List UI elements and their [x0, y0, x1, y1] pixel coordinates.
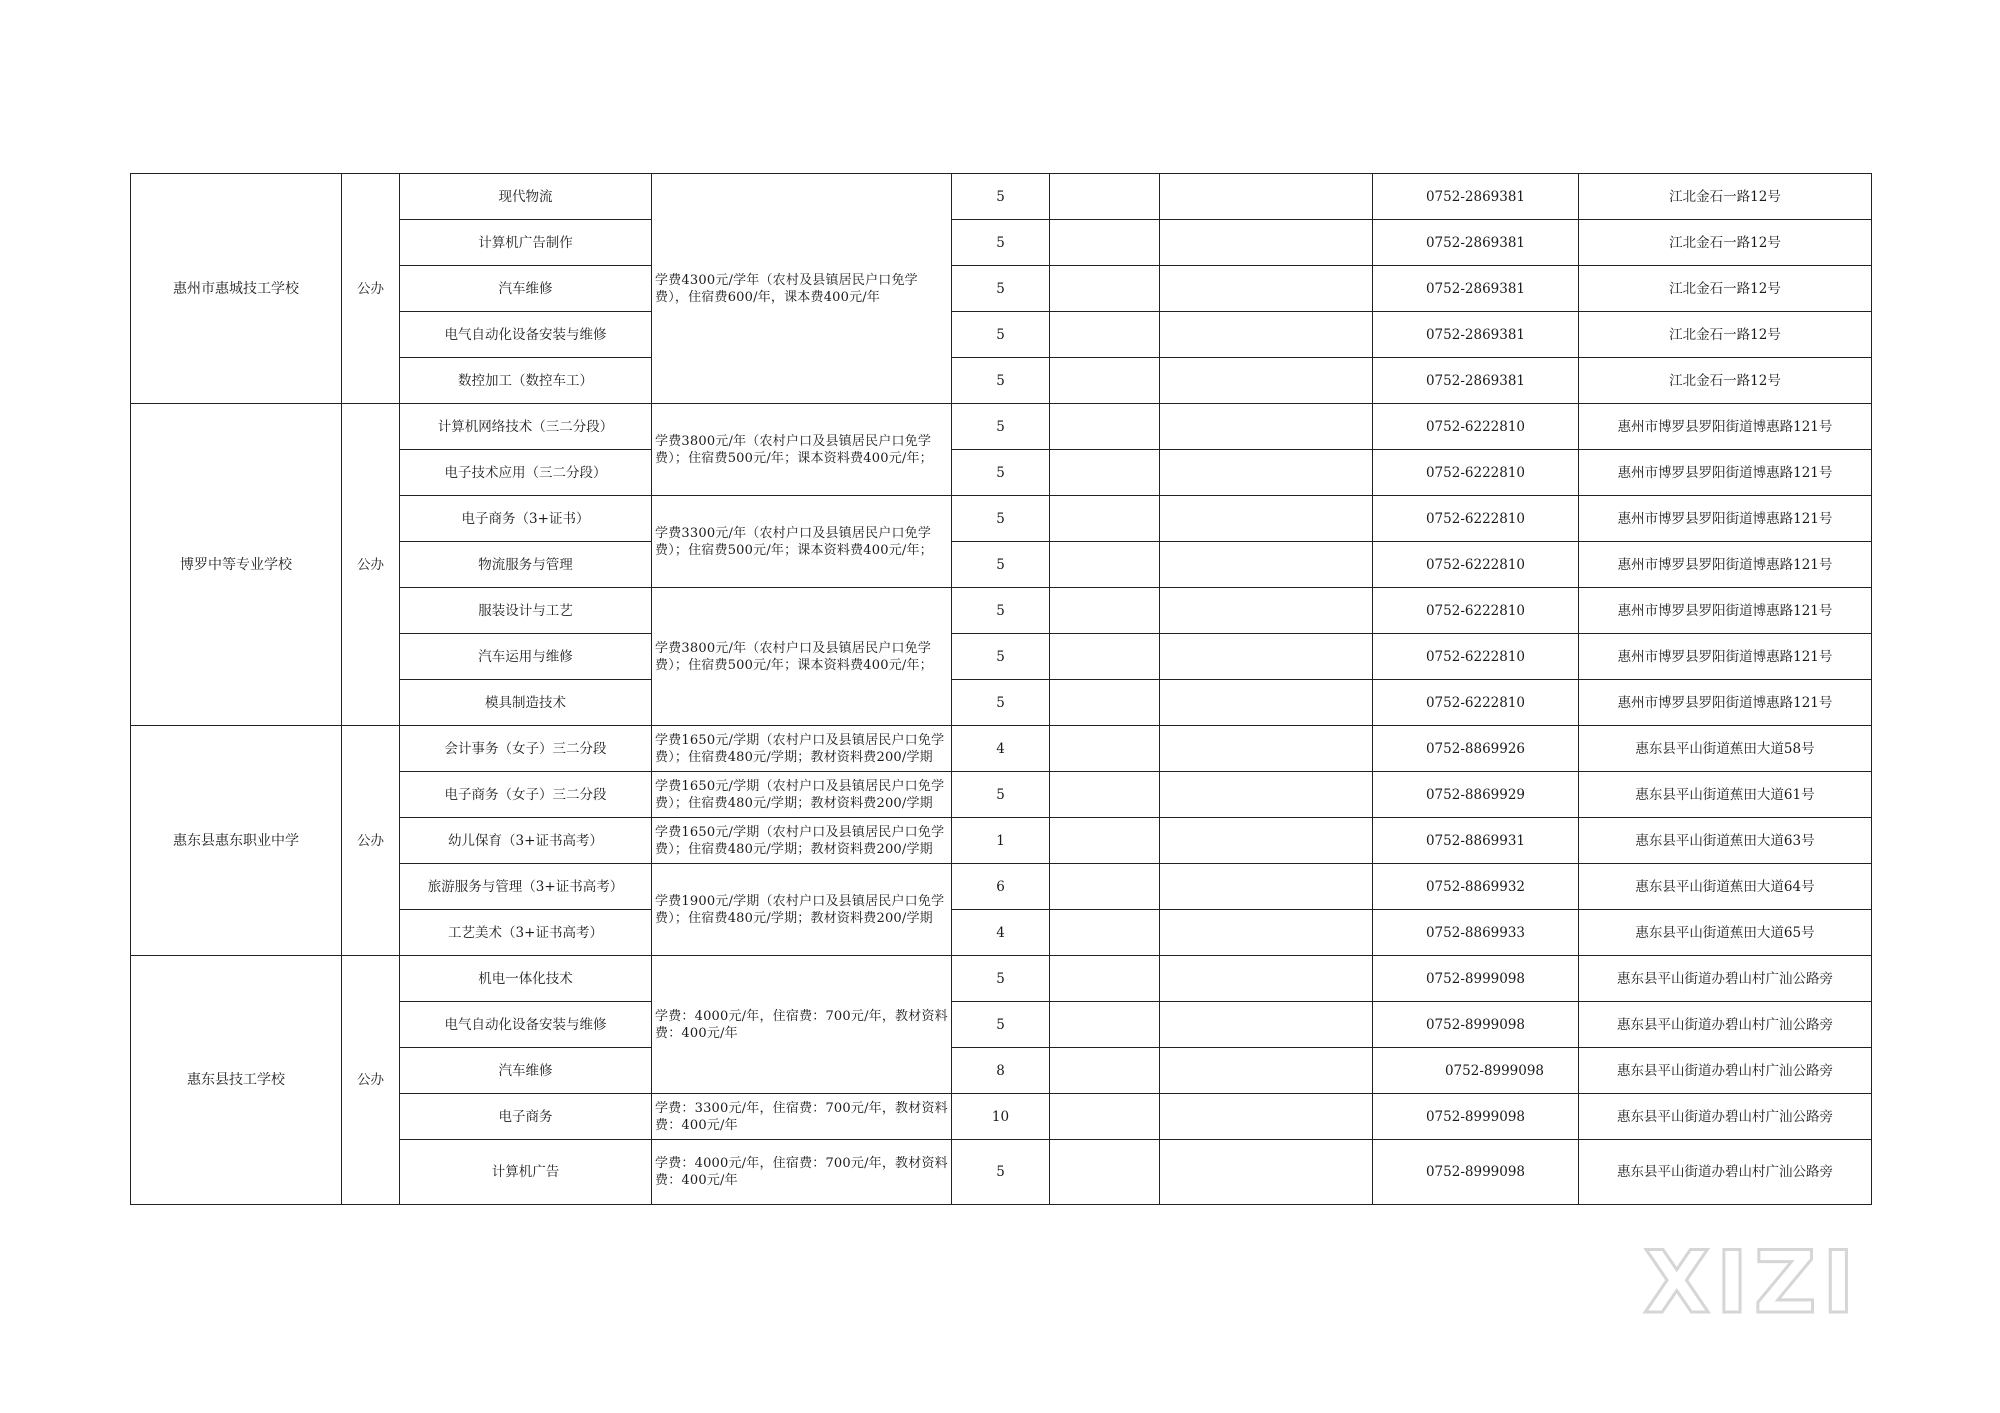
empty-cell — [1160, 956, 1373, 1002]
address-cell: 惠东县平山街道办碧山村广汕公路旁 — [1579, 1094, 1872, 1140]
school-type-cell: 公办 — [342, 956, 400, 1205]
empty-cell — [1160, 818, 1373, 864]
empty-cell — [1050, 818, 1160, 864]
fee-text: 学费：3300元/年，住宿费：700元/年，教材资料费：400元/年 — [655, 1100, 948, 1133]
address-cell: 江北金石一路12号 — [1579, 174, 1872, 220]
phone-cell: 0752-8999098 — [1373, 1048, 1579, 1094]
empty-cell — [1050, 680, 1160, 726]
phone-cell: 0752-8999098 — [1373, 1094, 1579, 1140]
fee-text: 学费3800元/年（农村户口及县镇居民户口免学费）；住宿费500元/年；课本资料费400元/年； — [655, 640, 933, 673]
empty-cell — [1050, 588, 1160, 634]
empty-cell — [1160, 450, 1373, 496]
empty-cell — [1050, 1002, 1160, 1048]
school-type-cell: 公办 — [342, 404, 400, 726]
empty-cell — [1050, 496, 1160, 542]
major-cell: 数控加工（数控车工） — [400, 358, 652, 404]
empty-cell — [1050, 1094, 1160, 1140]
phone-cell: 0752-2869381 — [1373, 266, 1579, 312]
xizi-watermark-logo — [1628, 1238, 1876, 1324]
school-name-cell: 博罗中等专业学校 — [131, 404, 342, 726]
empty-cell — [1160, 174, 1373, 220]
address-cell: 惠州市博罗县罗阳街道博惠路121号 — [1579, 680, 1872, 726]
major-cell: 汽车运用与维修 — [400, 634, 652, 680]
quota-cell: 5 — [952, 956, 1050, 1002]
major-cell: 电气自动化设备安装与维修 — [400, 312, 652, 358]
major-cell: 电子商务 — [400, 1094, 652, 1140]
empty-cell — [1160, 312, 1373, 358]
major-cell: 物流服务与管理 — [400, 542, 652, 588]
address-cell: 惠州市博罗县罗阳街道博惠路121号 — [1579, 588, 1872, 634]
address-cell: 惠州市博罗县罗阳街道博惠路121号 — [1579, 542, 1872, 588]
quota-cell: 5 — [952, 680, 1050, 726]
quota-cell: 4 — [952, 726, 1050, 772]
major-cell: 电子商务（女子）三二分段 — [400, 772, 652, 818]
phone-cell: 0752-6222810 — [1373, 404, 1579, 450]
fee-cell — [652, 174, 952, 404]
phone-cell: 0752-2869381 — [1373, 174, 1579, 220]
quota-cell: 5 — [952, 634, 1050, 680]
school-name-cell: 惠东县技工学校 — [131, 956, 342, 1205]
quota-cell: 5 — [952, 358, 1050, 404]
quota-cell: 5 — [952, 220, 1050, 266]
empty-cell — [1050, 358, 1160, 404]
empty-cell — [1160, 1048, 1373, 1094]
empty-cell — [1050, 450, 1160, 496]
address-cell: 惠东县平山街道蕉田大道63号 — [1579, 818, 1872, 864]
empty-cell — [1160, 358, 1373, 404]
empty-cell — [1050, 174, 1160, 220]
fee-text: 学费1650元/学期（农村户口及县镇居民户口免学费）；住宿费480元/学期；教材资料费200/学期 — [655, 732, 945, 765]
fee-cell — [652, 818, 952, 864]
major-cell: 电子商务（3+证书） — [400, 496, 652, 542]
fee-text: 学费3800元/年（农村户口及县镇居民户口免学费）；住宿费500元/年；课本资料费400元/年； — [655, 433, 933, 466]
empty-cell — [1160, 496, 1373, 542]
major-cell: 计算机广告制作 — [400, 220, 652, 266]
phone-cell: 0752-8869926 — [1373, 726, 1579, 772]
empty-cell — [1050, 312, 1160, 358]
empty-cell — [1160, 864, 1373, 910]
empty-cell — [1050, 542, 1160, 588]
quota-cell: 10 — [952, 1094, 1050, 1140]
major-cell: 现代物流 — [400, 174, 652, 220]
address-cell: 江北金石一路12号 — [1579, 266, 1872, 312]
quota-cell: 4 — [952, 910, 1050, 956]
empty-cell — [1050, 1048, 1160, 1094]
major-cell: 模具制造技术 — [400, 680, 652, 726]
quota-cell: 5 — [952, 312, 1050, 358]
empty-cell — [1050, 864, 1160, 910]
phone-cell: 0752-8869933 — [1373, 910, 1579, 956]
major-cell: 机电一体化技术 — [400, 956, 652, 1002]
phone-cell: 0752-2869381 — [1373, 220, 1579, 266]
address-cell: 惠东县平山街道办碧山村广汕公路旁 — [1579, 1140, 1872, 1205]
quota-cell: 5 — [952, 542, 1050, 588]
quota-cell: 5 — [952, 174, 1050, 220]
phone-cell: 0752-8999098 — [1373, 1140, 1579, 1205]
empty-cell — [1160, 910, 1373, 956]
phone-cell: 0752-8999098 — [1373, 956, 1579, 1002]
major-cell: 汽车维修 — [400, 266, 652, 312]
quota-cell: 5 — [952, 450, 1050, 496]
empty-cell — [1160, 1002, 1373, 1048]
phone-cell: 0752-6222810 — [1373, 588, 1579, 634]
fee-text: 学费：4000元/年，住宿费：700元/年，教材资料费：400元/年 — [655, 1008, 948, 1041]
empty-cell — [1050, 910, 1160, 956]
address-cell: 惠东县平山街道办碧山村广汕公路旁 — [1579, 1048, 1872, 1094]
address-cell: 江北金石一路12号 — [1579, 312, 1872, 358]
phone-cell: 0752-6222810 — [1373, 634, 1579, 680]
quota-cell: 5 — [952, 404, 1050, 450]
empty-cell — [1050, 956, 1160, 1002]
school-name-cell: 惠东县惠东职业中学 — [131, 726, 342, 956]
phone-cell: 0752-8869931 — [1373, 818, 1579, 864]
phone-cell: 0752-6222810 — [1373, 542, 1579, 588]
empty-cell — [1160, 588, 1373, 634]
fee-cell — [652, 404, 952, 496]
major-cell: 计算机广告 — [400, 1140, 652, 1205]
fee-text: 学费3300元/年（农村户口及县镇居民户口免学费）；住宿费500元/年；课本资料费400元/年； — [655, 525, 933, 558]
address-cell: 惠州市博罗县罗阳街道博惠路121号 — [1579, 404, 1872, 450]
table-row — [131, 956, 1872, 1002]
major-cell: 工艺美术（3+证书高考） — [400, 910, 652, 956]
phone-cell: 0752-8999098 — [1373, 1002, 1579, 1048]
empty-cell — [1160, 404, 1373, 450]
major-cell: 旅游服务与管理（3+证书高考） — [400, 864, 652, 910]
address-cell: 惠东县平山街道蕉田大道58号 — [1579, 726, 1872, 772]
fee-text: 学费：4000元/年，住宿费：700元/年，教材资料费：400元/年 — [655, 1156, 948, 1188]
empty-cell — [1160, 1140, 1373, 1205]
major-cell: 汽车维修 — [400, 1048, 652, 1094]
table-row — [131, 404, 1872, 450]
empty-cell — [1160, 220, 1373, 266]
address-cell: 惠州市博罗县罗阳街道博惠路121号 — [1579, 496, 1872, 542]
phone-cell: 0752-6222810 — [1373, 680, 1579, 726]
fee-cell — [652, 772, 952, 818]
major-cell: 服装设计与工艺 — [400, 588, 652, 634]
school-enrollment-table — [130, 173, 1872, 1205]
empty-cell — [1160, 680, 1373, 726]
empty-cell — [1160, 634, 1373, 680]
address-cell: 惠东县平山街道办碧山村广汕公路旁 — [1579, 956, 1872, 1002]
quota-cell: 5 — [952, 1002, 1050, 1048]
phone-cell: 0752-8869929 — [1373, 772, 1579, 818]
empty-cell — [1050, 404, 1160, 450]
quota-cell: 1 — [952, 818, 1050, 864]
fee-cell — [652, 956, 952, 1094]
major-cell: 幼儿保育（3+证书高考） — [400, 818, 652, 864]
fee-cell — [652, 1094, 952, 1140]
address-cell: 惠东县平山街道蕉田大道65号 — [1579, 910, 1872, 956]
fee-text: 学费1650元/学期（农村户口及县镇居民户口免学费）；住宿费480元/学期；教材资料费200/学期 — [655, 778, 945, 811]
empty-cell — [1050, 726, 1160, 772]
address-cell: 江北金石一路12号 — [1579, 220, 1872, 266]
quota-cell: 5 — [952, 266, 1050, 312]
fee-cell — [652, 726, 952, 772]
phone-cell: 0752-2869381 — [1373, 358, 1579, 404]
empty-cell — [1050, 1140, 1160, 1205]
school-name-cell: 惠州市惠城技工学校 — [131, 174, 342, 404]
address-cell: 惠东县平山街道蕉田大道64号 — [1579, 864, 1872, 910]
fee-cell — [652, 864, 952, 956]
empty-cell — [1050, 772, 1160, 818]
phone-cell: 0752-8869932 — [1373, 864, 1579, 910]
fee-text: 学费1650元/学期（农村户口及县镇居民户口免学费）；住宿费480元/学期；教材资料费200/学期 — [655, 824, 945, 857]
svg-text:XIZI: XIZI — [1643, 1238, 1861, 1324]
major-cell: 电子技术应用（三二分段） — [400, 450, 652, 496]
fee-text: 学费1900元/学期（农村户口及县镇居民户口免学费）；住宿费480元/学期；教材资料费200/学期 — [655, 893, 945, 926]
phone-cell: 0752-2869381 — [1373, 312, 1579, 358]
empty-cell — [1160, 726, 1373, 772]
major-cell: 会计事务（女子）三二分段 — [400, 726, 652, 772]
address-cell: 江北金石一路12号 — [1579, 358, 1872, 404]
empty-cell — [1050, 266, 1160, 312]
quota-cell: 5 — [952, 588, 1050, 634]
phone-cell: 0752-6222810 — [1373, 496, 1579, 542]
school-type-cell: 公办 — [342, 174, 400, 404]
table-row — [131, 726, 1872, 772]
quota-cell: 5 — [952, 496, 1050, 542]
address-cell: 惠东县平山街道蕉田大道61号 — [1579, 772, 1872, 818]
empty-cell — [1160, 772, 1373, 818]
school-type-cell: 公办 — [342, 726, 400, 956]
fee-cell — [652, 496, 952, 588]
quota-cell: 6 — [952, 864, 1050, 910]
fee-cell — [652, 588, 952, 726]
major-cell: 电气自动化设备安装与维修 — [400, 1002, 652, 1048]
phone-cell: 0752-6222810 — [1373, 450, 1579, 496]
quota-cell: 5 — [952, 772, 1050, 818]
quota-cell: 8 — [952, 1048, 1050, 1094]
address-cell: 惠州市博罗县罗阳街道博惠路121号 — [1579, 634, 1872, 680]
empty-cell — [1160, 266, 1373, 312]
major-cell: 计算机网络技术（三二分段） — [400, 404, 652, 450]
address-cell: 惠州市博罗县罗阳街道博惠路121号 — [1579, 450, 1872, 496]
empty-cell — [1050, 634, 1160, 680]
empty-cell — [1160, 1094, 1373, 1140]
empty-cell — [1160, 542, 1373, 588]
empty-cell — [1050, 220, 1160, 266]
fee-cell — [652, 1140, 952, 1205]
table-row — [131, 174, 1872, 220]
address-cell: 惠东县平山街道办碧山村广汕公路旁 — [1579, 1002, 1872, 1048]
quota-cell: 5 — [952, 1140, 1050, 1205]
fee-text: 学费4300元/学年（农村及县镇居民户口免学费），住宿费600/年，课本费400元/年 — [655, 272, 918, 305]
